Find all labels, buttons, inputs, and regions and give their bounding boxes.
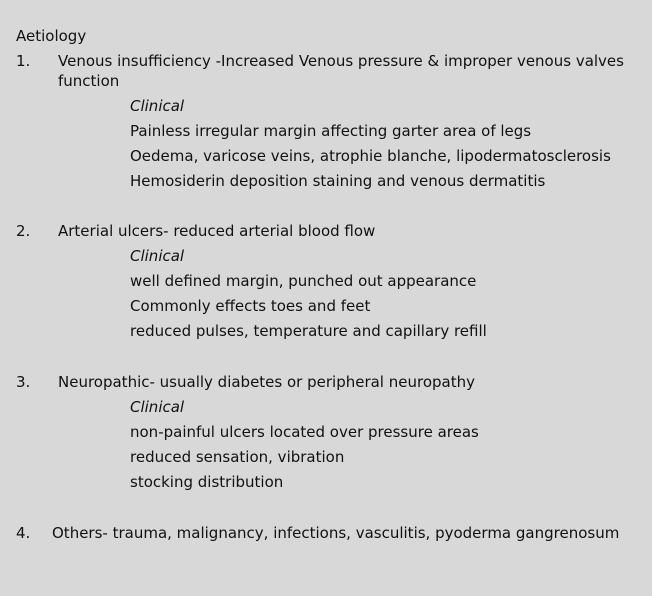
item-3-title: Neuropathic- usually diabetes or peripheral neuropathy [58, 373, 475, 391]
item-3-point-1: non-painful ulcers located over pressure areas [130, 423, 479, 441]
item-3-clinical-label: Clinical [130, 398, 185, 416]
item-3-point-2: reduced sensation, vibration [130, 448, 345, 466]
item-4-number: 4. [16, 524, 31, 542]
item-1-point-3: Hemosiderin deposition staining and venous dermatitis [130, 172, 546, 190]
item-2-title: Arterial ulcers- reduced arterial blood flow [58, 222, 376, 240]
item-2-point-1: well defined margin, punched out appearance [130, 272, 477, 290]
item-3-point-3: stocking distribution [130, 473, 284, 491]
item-1-title-line1: Venous insufficiency -Increased Venous pressure & improper venous valves [58, 52, 624, 70]
item-2-clinical-label: Clinical [130, 247, 185, 265]
item-3-number: 3. [16, 373, 31, 391]
item-2-point-2: Commonly effects toes and feet [130, 297, 371, 315]
item-2-number: 2. [16, 222, 31, 240]
item-1-title-line2: function [58, 72, 120, 90]
page-heading: Aetiology [16, 27, 87, 45]
item-1-point-1: Painless irregular margin affecting garter area of legs [130, 122, 532, 140]
item-1-number: 1. [16, 52, 31, 70]
item-2-point-3: reduced pulses, temperature and capillary refill [130, 322, 487, 340]
item-4-title: Others- trauma, malignancy, infections, vasculitis, pyoderma gangrenosum [52, 524, 620, 542]
item-1-clinical-label: Clinical [130, 97, 185, 115]
item-1-point-2: Oedema, varicose veins, atrophie blanche, lipodermatosclerosis [130, 147, 611, 165]
